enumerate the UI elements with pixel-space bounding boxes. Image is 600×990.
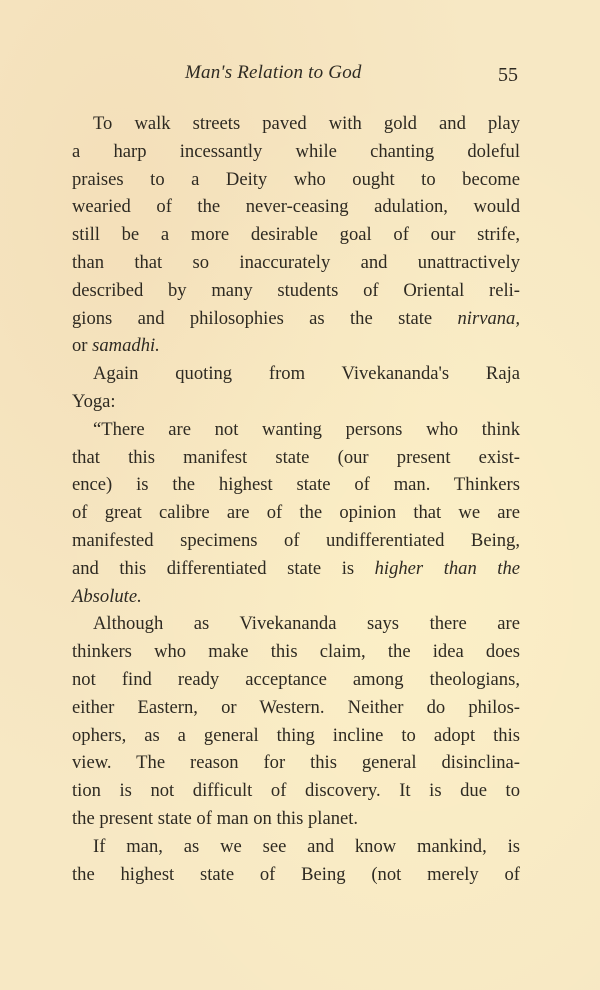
text-line: ence) is the highest state of man. Thinkers [72,474,520,496]
italic-term: higher than the [374,557,520,579]
text-line: “There are not wanting persons who think [93,418,520,440]
text-line: that this manifest state (our present exist- [72,446,520,468]
text-line: gions and philosophies as the state nirvana, [72,307,520,329]
text-line: manifested specimens of undifferentiated Being, [72,529,520,551]
text-line: If man, as we see and know mankind, is [93,835,520,857]
running-head [72,62,520,92]
text-line: tion is not difficult of discovery. It is due to [72,780,520,802]
page-number: 55 [498,64,518,86]
text-line: the highest state of Being (not merely of [72,863,520,885]
text-line: a harp incessantly while chanting doleful [72,140,520,162]
text-line: either Eastern, or Western. Neither do philos- [72,696,520,718]
italic-term: samadhi. [92,335,160,357]
body-text [72,110,520,888]
text-line: the present state of man on this planet. [72,807,359,829]
text-line: Again quoting from Vivekananda's Raja [93,363,520,385]
text-line: Yoga: [72,390,116,412]
running-title: Man's Relation to God [185,62,362,83]
text-line: than that so inaccurately and unattractively [72,251,520,273]
text-line: To walk streets paved with gold and play [93,113,520,134]
text-line: view. The reason for this general disinclina- [72,752,520,774]
text-line: or samadhi. [72,335,160,357]
text-line: and this differentiated state is higher than the [72,557,520,579]
italic-term: nirvana, [457,307,520,329]
text-line: wearied of the never-ceasing adulation, would [72,196,520,218]
text-line: Although as Vivekananda says there are [93,613,520,635]
text-line: described by many students of Oriental reli- [72,279,520,301]
text-line: not find ready acceptance among theologians, [72,668,520,690]
text-line: thinkers who make this claim, the idea does [72,641,520,663]
text-line: ophers, as a general thing incline to adopt this [72,724,520,746]
text-line: still be a more desirable goal of our strife, [72,224,520,246]
text-line: praises to a Deity who ought to become [72,168,520,190]
text-line [72,583,520,611]
italic-term: Absolute. [72,585,142,607]
text-line: of great calibre are of the opinion that we are [72,502,520,524]
